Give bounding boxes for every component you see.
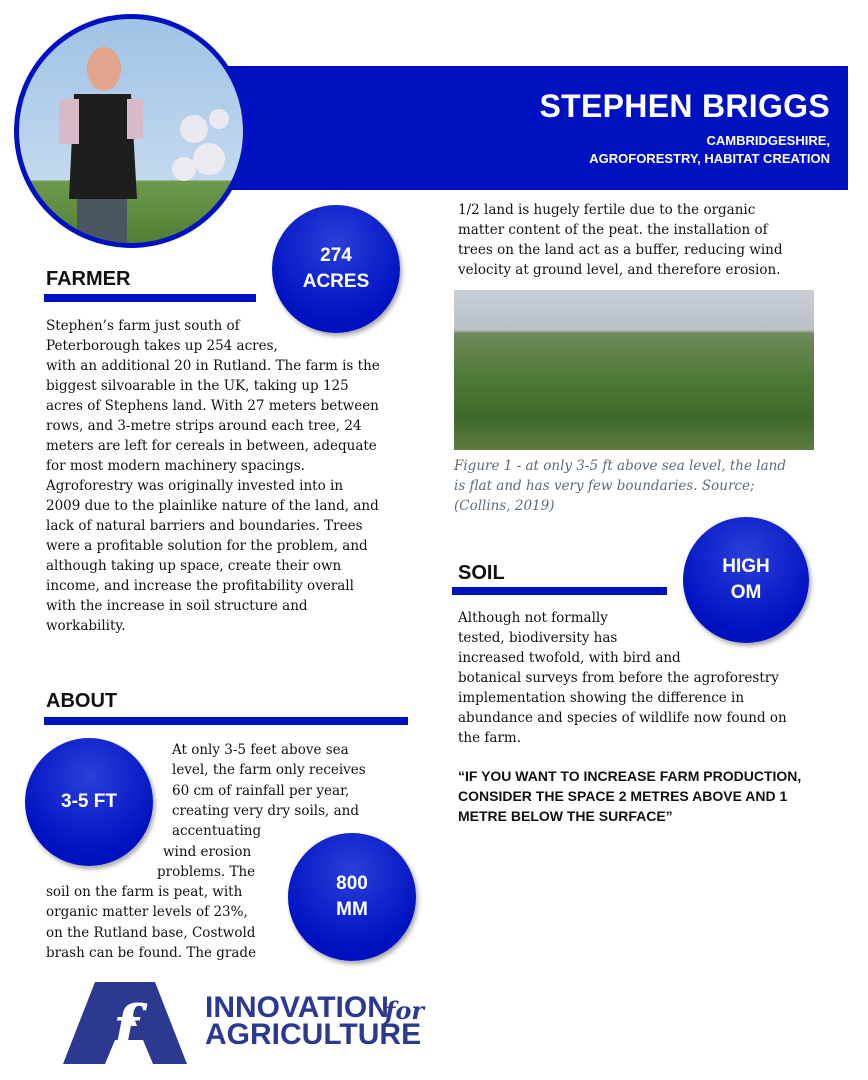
text-line: tested, biodiversity has [458, 630, 618, 646]
header-banner [228, 66, 848, 190]
text-line: creating very dry soils, and [172, 802, 360, 819]
text-line: on the Rutland base, Costwold [46, 924, 256, 941]
text-line: organic matter levels of 23%, [46, 904, 248, 921]
text-line: lack of natural barriers and boundaries. Trees [46, 518, 363, 534]
text-line: problems. The [157, 863, 256, 880]
text-line: wind erosion [163, 843, 252, 860]
text-line: trees on the land act as a buffer, reducing wind [458, 242, 783, 258]
text-line: biggest silvoarable in the UK, taking up 125 [46, 378, 349, 394]
badge-unit: ACRES [302, 271, 370, 292]
text-line: 60 cm of rainfall per year, [172, 782, 350, 799]
figure-caption [454, 456, 786, 516]
text-line: although taking up space, create their own [46, 558, 342, 574]
rainfall-badge [288, 833, 416, 961]
soil-heading: SOIL [458, 562, 505, 584]
text-line: for most modern machinery spacings. [46, 458, 305, 474]
soil-paragraph [458, 608, 787, 748]
badge-value: 3-5 FT [61, 791, 117, 812]
text-line: with an additional 20 in Rutland. The farm is the [46, 358, 380, 374]
subtitle-location: CAMBRIDGESHIRE, [706, 133, 830, 148]
text-line: acres of Stephens land. With 27 meters between [46, 398, 379, 414]
badge-value: 800 [336, 873, 368, 894]
text-line: abundance and species of wildlife now found on [458, 710, 787, 726]
badge-value: HIGH [722, 556, 770, 577]
text-line: Peterborough takes up 254 acres, [46, 338, 278, 354]
text-line: CONSIDER THE SPACE 2 METRES ABOVE AND 1 [458, 788, 788, 804]
acres-badge [272, 205, 400, 333]
farmer-photo [14, 14, 248, 248]
text-line: income, and increase the profitability overall [46, 578, 354, 594]
subtitle-topics: AGROFORESTRY, HABITAT CREATION [589, 151, 830, 166]
text-line: (Collins, 2019) [454, 498, 555, 514]
text-line: is flat and has very few boundaries. Source; [454, 478, 755, 494]
text-line: METRE BELOW THE SURFACE” [458, 808, 673, 824]
text-line: level, the farm only receives [172, 762, 366, 779]
text-line: were a profitable solution for the problem, and [46, 538, 368, 554]
continued-paragraph [458, 200, 782, 280]
text-line: increased twofold, with bird and [458, 650, 681, 666]
logo-text-agriculture: AGRICULTURE [205, 1018, 422, 1051]
farmer-heading: FARMER [46, 268, 131, 290]
text-line: accentuating [172, 823, 262, 840]
text-line: meters are left for cereals in between, adequate [46, 438, 377, 454]
field-photo [454, 290, 814, 450]
farmer-heading-bar [44, 294, 256, 302]
text-line: 2009 due to the plainlike nature of the land, and [46, 498, 379, 514]
ifa-logo-mark [55, 978, 195, 1066]
text-line: Stephen’s farm just south of [46, 318, 240, 334]
text-line: botanical surveys from before the agroforestry [458, 670, 779, 686]
badge-unit: MM [336, 899, 368, 920]
text-line: 1/2 land is hugely fertile due to the organic [458, 202, 756, 218]
text-line: rows, and 3-metre strips around each tree, 24 [46, 418, 362, 434]
badge-value: 274 [320, 245, 352, 266]
logo-text-for: for [385, 996, 424, 1025]
soil-heading-bar [452, 587, 667, 595]
text-line: matter content of the peat. the installation of [458, 222, 768, 238]
farmer-quote [458, 766, 801, 826]
text-line: workability. [46, 618, 126, 634]
logo-text-innovation: INNOVATION [205, 991, 389, 1024]
text-line: the farm. [458, 730, 521, 746]
svg-text:f: f [113, 993, 139, 1063]
farmer-paragraph [46, 316, 380, 636]
text-line: soil on the farm is peat, with [46, 884, 243, 901]
text-line: Although not formally [458, 610, 608, 626]
badge-unit: OM [730, 582, 762, 603]
text-line: brash can be found. The grade [46, 945, 257, 961]
text-line: implementation showing the difference in [458, 690, 745, 706]
text-line: Figure 1 - at only 3-5 ft above sea level, the land [454, 458, 786, 474]
farmer-name: STEPHEN BRIGGS [539, 88, 830, 124]
text-line: with the increase in soil structure and [46, 598, 308, 614]
text-line: “IF YOU WANT TO INCREASE FARM PRODUCTION, [458, 768, 802, 784]
text-line: Agroforestry was originally invested into in [46, 478, 344, 494]
text-line: At only 3-5 feet above sea [172, 742, 349, 758]
about-heading-bar [44, 717, 408, 725]
about-heading: ABOUT [46, 690, 118, 712]
height-badge [25, 738, 153, 866]
text-line: velocity at ground level, and therefore erosion. [458, 262, 781, 278]
